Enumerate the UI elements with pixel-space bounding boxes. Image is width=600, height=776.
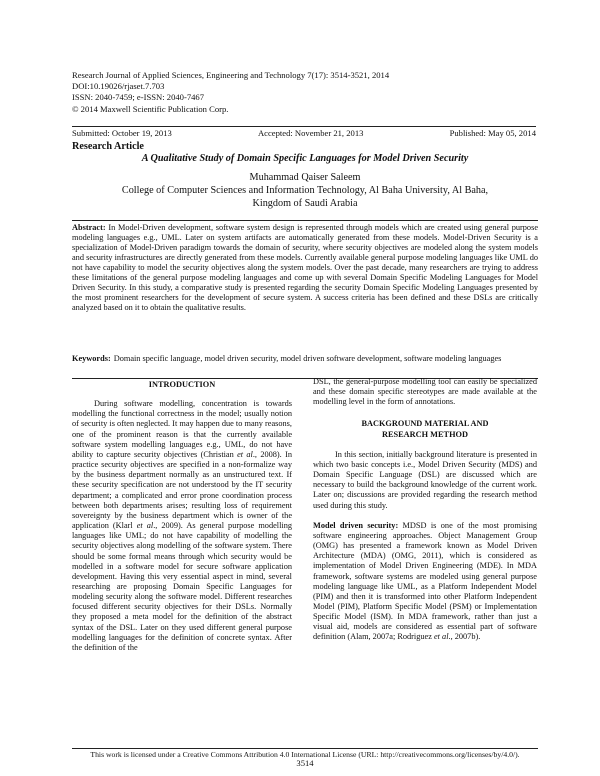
- accepted-date: Accepted: November 21, 2013: [257, 128, 364, 138]
- page-number: 3514: [296, 758, 314, 768]
- keywords-text: Domain specific language, model driven security, model driven software development, software modeling languages: [113, 354, 502, 363]
- article-type: Research Article: [72, 141, 144, 152]
- background-heading-line-2: RESEARCH METHOD: [382, 429, 468, 439]
- introduction-heading: INTRODUCTION: [148, 380, 216, 389]
- journal-citation: Research Journal of Applied Sciences, Engineering and Technology 7(17): 3514-3521, 2014: [72, 70, 390, 80]
- continued-paragraph: DSL, the general-purpose modelling tool can easily be specialized and these domain specific stereotypes are made available at the modelling level in the form of annotations.: [313, 377, 537, 407]
- affiliation-line-1: College of Computer Sciences and Information Technology, Al Baha University, Al Baha,: [121, 185, 489, 196]
- left-column: [72, 380, 292, 653]
- right-column: [313, 377, 537, 643]
- background-paragraph: In this section, initially background literature is presented in which two basic concepts i.e., Model Driven Security (MDS) and Domain Specific Language (DSL) are discussed which are necessary to build the background knowledge of the current work. Later on; discussions are provided regarding the research method used during this study.: [313, 449, 537, 510]
- abstract-label: Abstract:: [72, 223, 106, 232]
- abstract: [72, 220, 538, 313]
- introduction-paragraph: During software modelling, concentration is towards modelling the functional correctness in the model; usually notion of security is often neglected. It may happen due to many reasons, one of the prominent reason is that the currently available software system modelling languages e.g., UML, do not have ability to capture security objectives (Christian et al., 2008). In practice security objectives are specified in a non-formalize way by the business department normally as an unstructured text. If these security specification are not understood by the IT security department; a complicated and error prone coordination process between both departments arises; resulting loss of requirement sovereignty by the business department which is owner of the application (Klarl et al., 2009). As general purpose modelling languages like UML; do not have capability of modelling the security objectives along modelling of the software system. There should be some formal means through which security would be modelled in a software model for secure software application development. Having this very essential aspect in mind, several researching are proposing Domain Specific Languages for modeling security along the software model. Different researches focused different security objectives for their DSLs. Normally they proposed a meta model for the definition of the abstract syntax of the DSL. Later on they used different general purpose modelling languages for the definition of concrete syntax. After the definition of the: [72, 399, 292, 652]
- mds-run-head: Model driven security:: [313, 520, 399, 530]
- dates-row: [72, 126, 536, 138]
- doi-line: DOI:10.19026/rjaset.7.703: [72, 81, 165, 92]
- copyright-line: © 2014 Maxwell Scientific Publication Corp.: [72, 103, 229, 114]
- mds-paragraph: Model driven security: MDSD is one of the most promising software engineering approaches. Object Management Group (OMG) has presented a framework known as Model Driven Architecture (MDA) (OMG, 2011), which is considered as implementation of Model Driven Engineering (MDE). In MDA framework, software systems are modeled using general purpose modeling language like UML, as a Platform Independent Model (PIM) and then it is transformed into other Platform Independent Model (PIM), Platform Specific Model (PSM) or Implementation Specific Model (ISM). In MDA framework, rather than just a visual aid, models are considered as essential part of software definition (Alam, 2007a; Rodriguez et al., 2007b).: [313, 520, 537, 642]
- journal-header: [72, 70, 389, 115]
- abstract-text: In Model-Driven development, software system design is represented through models which are created using general purpose modeling languages e.g., UML. Later on system artifacts are automatically generated from these models. Model-Driven Security is a specialization of Model-Driven paradigm towards the domain of security, where security objectives are modeled along the system models and security infrastructures are directly generated from these models. Currently available general purpose modeling languages like UML do not have capability to model the security objectives along the system models. Over the past decade, many researchers are trying to address these limitations of the general purpose modeling languages and come up with several Domain Specific Modeling Languages for Model Driven Security. In this study, a comparative study is presented regarding the security Domain Specific Modeling Languages presented by the most prominent researchers for the development of secure system. A success criteria has been defined and these DSLs are critically analyzed based on it to obtain the qualitative results.: [72, 223, 538, 313]
- published-date: Published: May 05, 2014: [449, 128, 536, 138]
- paper-title: A Qualitative Study of Domain Specific Languages for Model Driven Security: [141, 153, 469, 164]
- submitted-date: Submitted: October 19, 2013: [72, 128, 172, 138]
- author-affiliation: [72, 185, 538, 210]
- keywords: [72, 354, 538, 364]
- license-footer: This work is licensed under a Creative Commons Attribution 4.0 International License (URL: http://creativecommons.org/licenses/by/4.0/).: [72, 748, 538, 759]
- background-heading-line-1: BACKGROUND MATERIAL AND: [361, 419, 489, 429]
- author-name: Muhammad Qaiser Saleem: [249, 172, 361, 183]
- affiliation-line-2: Kingdom of Saudi Arabia: [252, 197, 358, 209]
- issn-line: ISSN: 2040-7459; e-ISSN: 2040-7467: [72, 92, 205, 103]
- keywords-label: Keywords:: [72, 354, 111, 363]
